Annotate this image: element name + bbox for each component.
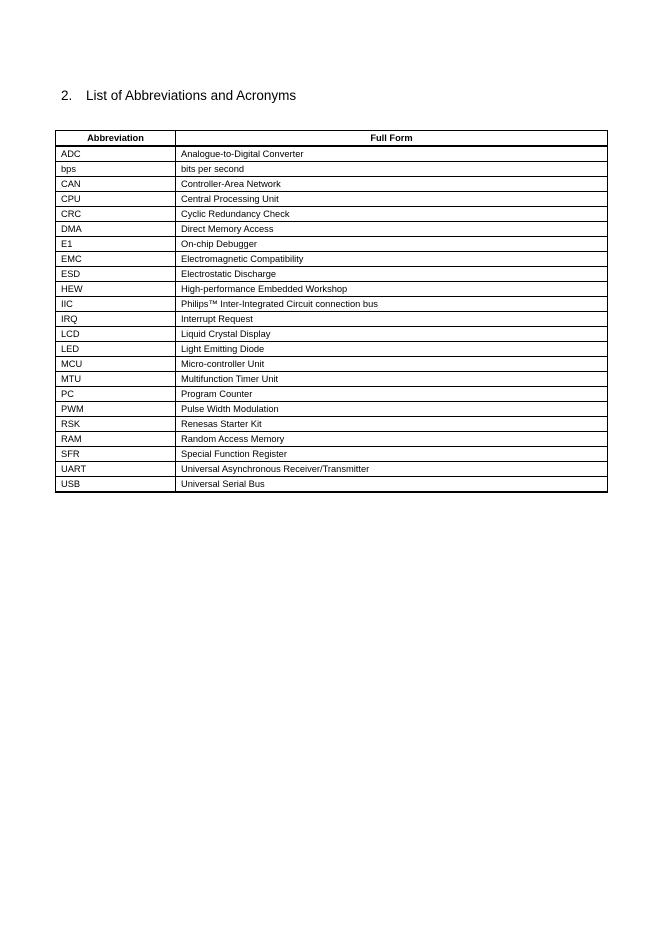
table-row: [56, 297, 608, 312]
table-row: [56, 237, 608, 252]
table-row: [56, 192, 608, 207]
abbreviation-cell: RSK: [56, 417, 176, 432]
section-heading: [61, 88, 296, 103]
abbreviation-cell: LED: [56, 342, 176, 357]
full-form-cell: Multifunction Timer Unit: [176, 372, 608, 387]
full-form-cell: Program Counter: [176, 387, 608, 402]
table-row: [56, 327, 608, 342]
abbreviation-cell: HEW: [56, 282, 176, 297]
full-form-cell: bits per second: [176, 162, 608, 177]
full-form-cell: High-performance Embedded Workshop: [176, 282, 608, 297]
table-row: [56, 432, 608, 447]
table-row: [56, 342, 608, 357]
table-row: [56, 162, 608, 177]
full-form-cell: Electromagnetic Compatibility: [176, 252, 608, 267]
abbreviation-cell: bps: [56, 162, 176, 177]
table-row: [56, 477, 608, 493]
abbreviation-cell: ADC: [56, 146, 176, 162]
table-row: [56, 387, 608, 402]
full-form-cell: Universal Serial Bus: [176, 477, 608, 493]
table-row: [56, 177, 608, 192]
full-form-cell: Philips™ Inter-Integrated Circuit connection bus: [176, 297, 608, 312]
abbreviation-cell: RAM: [56, 432, 176, 447]
abbreviation-cell: PWM: [56, 402, 176, 417]
section-title: List of Abbreviations and Acronyms: [86, 88, 297, 103]
full-form-cell: Central Processing Unit: [176, 192, 608, 207]
table-row: [56, 357, 608, 372]
abbreviation-cell: SFR: [56, 447, 176, 462]
full-form-cell: Micro-controller Unit: [176, 357, 608, 372]
abbreviation-cell: UART: [56, 462, 176, 477]
full-form-cell: Direct Memory Access: [176, 222, 608, 237]
abbreviation-cell: CRC: [56, 207, 176, 222]
abbreviation-cell: DMA: [56, 222, 176, 237]
full-form-cell: Electrostatic Discharge: [176, 267, 608, 282]
table-row: [56, 417, 608, 432]
table-body: [56, 146, 608, 492]
table-row: [56, 282, 608, 297]
full-form-cell: Pulse Width Modulation: [176, 402, 608, 417]
full-form-cell: Analogue-to-Digital Converter: [176, 146, 608, 162]
full-form-cell: Controller-Area Network: [176, 177, 608, 192]
full-form-cell: Renesas Starter Kit: [176, 417, 608, 432]
full-form-cell: Liquid Crystal Display: [176, 327, 608, 342]
abbreviation-cell: CPU: [56, 192, 176, 207]
table-row: [56, 402, 608, 417]
column-header-abbreviation: Abbreviation: [56, 131, 176, 147]
abbreviation-cell: LCD: [56, 327, 176, 342]
table-row: [56, 267, 608, 282]
full-form-cell: Cyclic Redundancy Check: [176, 207, 608, 222]
abbreviation-cell: MTU: [56, 372, 176, 387]
full-form-cell: Special Function Register: [176, 447, 608, 462]
column-header-full-form: Full Form: [176, 131, 608, 147]
abbreviation-cell: ESD: [56, 267, 176, 282]
abbreviation-cell: E1: [56, 237, 176, 252]
table-row: [56, 252, 608, 267]
table-header-row: [56, 131, 608, 147]
abbreviation-cell: IRQ: [56, 312, 176, 327]
full-form-cell: Light Emitting Diode: [176, 342, 608, 357]
full-form-cell: On-chip Debugger: [176, 237, 608, 252]
abbreviation-cell: PC: [56, 387, 176, 402]
full-form-cell: Random Access Memory: [176, 432, 608, 447]
table-row: [56, 222, 608, 237]
table-row: [56, 207, 608, 222]
table-row: [56, 312, 608, 327]
abbreviation-cell: USB: [56, 477, 176, 493]
full-form-cell: Interrupt Request: [176, 312, 608, 327]
table-row: [56, 462, 608, 477]
abbreviation-cell: CAN: [56, 177, 176, 192]
section-number: 2.: [61, 88, 73, 103]
abbreviation-cell: IIC: [56, 297, 176, 312]
full-form-cell: Universal Asynchronous Receiver/Transmitter: [176, 462, 608, 477]
table-row: [56, 372, 608, 387]
table-row: [56, 146, 608, 162]
abbreviation-cell: MCU: [56, 357, 176, 372]
table-row: [56, 447, 608, 462]
abbreviation-cell: EMC: [56, 252, 176, 267]
abbreviations-table: [55, 130, 608, 493]
